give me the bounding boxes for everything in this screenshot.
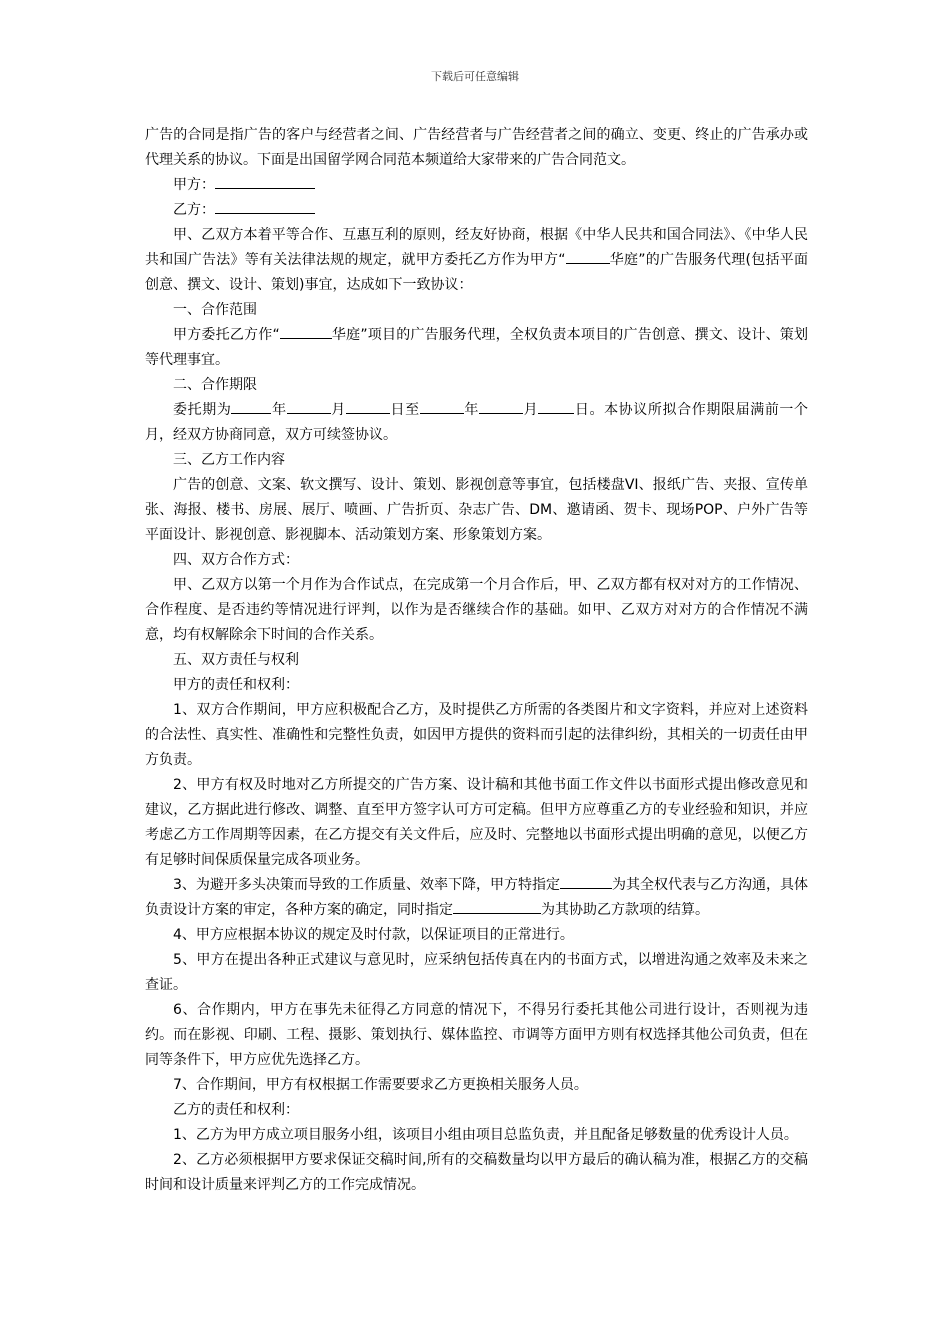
party-a-duty-2: 2、甲方有权及时地对乙方所提交的广告方案、设计稿和其他书面工作文件以书面形式提出修改意见和建议，乙方据此进行修改、调整、直至甲方签字认可方可定稿。但甲方应尊重乙方的专业经验和知识，并应考虑乙方工作周期等因素，在乙方提交有关文件后，应及时、完整地以书面形式提出明确的意见，以便乙方有足够时间保质保量完成各项业务。: [145, 777, 808, 868]
term-text-f: 月: [523, 402, 539, 418]
settlement-contact-blank: [453, 898, 541, 914]
preamble-text-2: 华庭”的广告服务代理(包括平面创意、撰文、设计、策划)事宜，达成如下一致协议：: [145, 252, 808, 293]
term-text-a: 委托期为: [173, 402, 232, 418]
party-b-line: [145, 198, 808, 223]
end-month-blank: [479, 398, 523, 414]
party-b-duty-1: 1、乙方为甲方成立项目服务小组，该项目小组由项目总监负责，并且配备足够数量的优秀设计人员。: [173, 1127, 798, 1143]
section-1-body: [145, 323, 808, 373]
project-name-blank-2: [280, 323, 332, 339]
term-text-g: 日。本协议所拟合作期限届满前一个月，经双方协商同意，双方可续签协议。: [145, 402, 809, 443]
party-a-duty-5: 5、甲方在提出各种正式建议与意见时，应采纳包括传真在内的书面方式，以增进沟通之效率及未来之查证。: [145, 952, 808, 993]
section-5-title: 五、双方责任与权利: [173, 652, 299, 668]
section-4-title: 四、双方合作方式：: [173, 552, 299, 568]
section-2-title: 二、合作期限: [173, 377, 257, 393]
party-a-duties-title: 甲方的责任和权利：: [173, 677, 299, 693]
end-day-blank: [538, 398, 574, 414]
duty-3-text-2: 为其全权代表与乙方沟通，具体负责设计方案的审定，各种方案的确定，同时指定: [145, 877, 808, 918]
party-a-duty-6: 6、合作期内，甲方在事先未征得乙方同意的情况下，不得另行委托其他公司进行设计，否则视为违约。而在影视、印刷、工程、摄影、策划执行、媒体监控、市调等方面甲方则有权选择其他公司负责，但在同等条件下，甲方应优先选择乙方。: [145, 1002, 808, 1068]
page-header: 下载后可任意编辑: [431, 70, 519, 83]
representative-blank: [560, 873, 612, 889]
term-text-c: 月: [330, 402, 346, 418]
start-month-blank: [287, 398, 331, 414]
intro-paragraph: 广告的合同是指广告的客户与经营者之间、广告经营者与广告经营者之间的确立、变更、终止的广告承办或代理关系的协议。下面是出国留学网合同范本频道给大家带来的广告合同范文。: [145, 127, 808, 168]
start-year-blank: [231, 398, 271, 414]
section-3-body: 广告的创意、文案、软文撰写、设计、策划、影视创意等事宜，包括楼盘VI、报纸广告、夹报、宣传单张、海报、楼书、房展、展厅、喷画、广告折页、杂志广告、DM、邀请函、贺卡、现场POP、户外广告等平面设计、影视创意、影视脚本、活动策划方案、形象策划方案。: [145, 477, 808, 543]
preamble-paragraph: [145, 223, 808, 298]
party-a-duty-1: 1、双方合作期间，甲方应积极配合乙方，及时提供乙方所需的各类图片和文字资料，并应对上述资料的合法性、真实性、准确性和完整性负责，如因甲方提供的资料而引起的法律纠纷，其相关的一切责任由甲方负责。: [145, 702, 808, 768]
section-2-body: [145, 398, 808, 448]
party-a-blank: [215, 173, 315, 189]
party-b-label: 乙方：: [173, 202, 215, 218]
section-1-text-2: 华庭”项目的广告服务代理，全权负责本项目的广告创意、撰文、设计、策划等代理事宜。: [145, 327, 808, 368]
party-a-line: [145, 173, 808, 198]
term-text-e: 年: [463, 402, 479, 418]
section-1-title: 一、合作范围: [173, 302, 257, 318]
end-year-blank: [420, 398, 464, 414]
project-name-blank: [566, 248, 610, 264]
start-day-blank: [346, 398, 390, 414]
party-a-duty-7: 7、合作期间，甲方有权根据工作需要要求乙方更换相关服务人员。: [173, 1077, 588, 1093]
party-a-duty-3: [145, 873, 808, 923]
term-text-b: 年: [271, 402, 287, 418]
section-3-title: 三、乙方工作内容: [173, 452, 285, 468]
party-a-duty-4: 4、甲方应根据本协议的规定及时付款，以保证项目的正常进行。: [173, 927, 574, 943]
section-4-body: 甲、乙双方以第一个月作为合作试点，在完成第一个月合作后，甲、乙双方都有权对对方的工作情况、合作程度、是否违约等情况进行评判，以作为是否继续合作的基础。如甲、乙双方对对方的合作情况不满意，均有权解除余下时间的合作关系。: [145, 577, 808, 643]
term-text-d: 日至: [389, 402, 420, 418]
duty-3-text-1: 3、为避开多头决策而导致的工作质量、效率下降，甲方特指定: [173, 877, 560, 893]
contract-body: [145, 123, 808, 1198]
party-b-duty-2: 2、乙方必须根据甲方要求保证交稿时间,所有的交稿数量均以甲方最后的确认稿为准，根据乙方的交稿时间和设计质量来评判乙方的工作完成情况。: [145, 1152, 808, 1193]
party-b-duties-title: 乙方的责任和权利：: [173, 1102, 299, 1118]
party-a-label: 甲方：: [173, 177, 215, 193]
preamble-text-1: 甲、乙双方本着平等合作、互惠互利的原则，经友好协商，根据《中华人民共和国合同法》、《中华人民共和国广告法》等有关法律法规的规定，就甲方委托乙方作为甲方“: [145, 227, 808, 268]
section-1-text-1: 甲方委托乙方作“: [173, 327, 280, 343]
duty-3-text-3: 为其协助乙方款项的结算。: [541, 902, 709, 918]
party-b-blank: [215, 198, 315, 214]
